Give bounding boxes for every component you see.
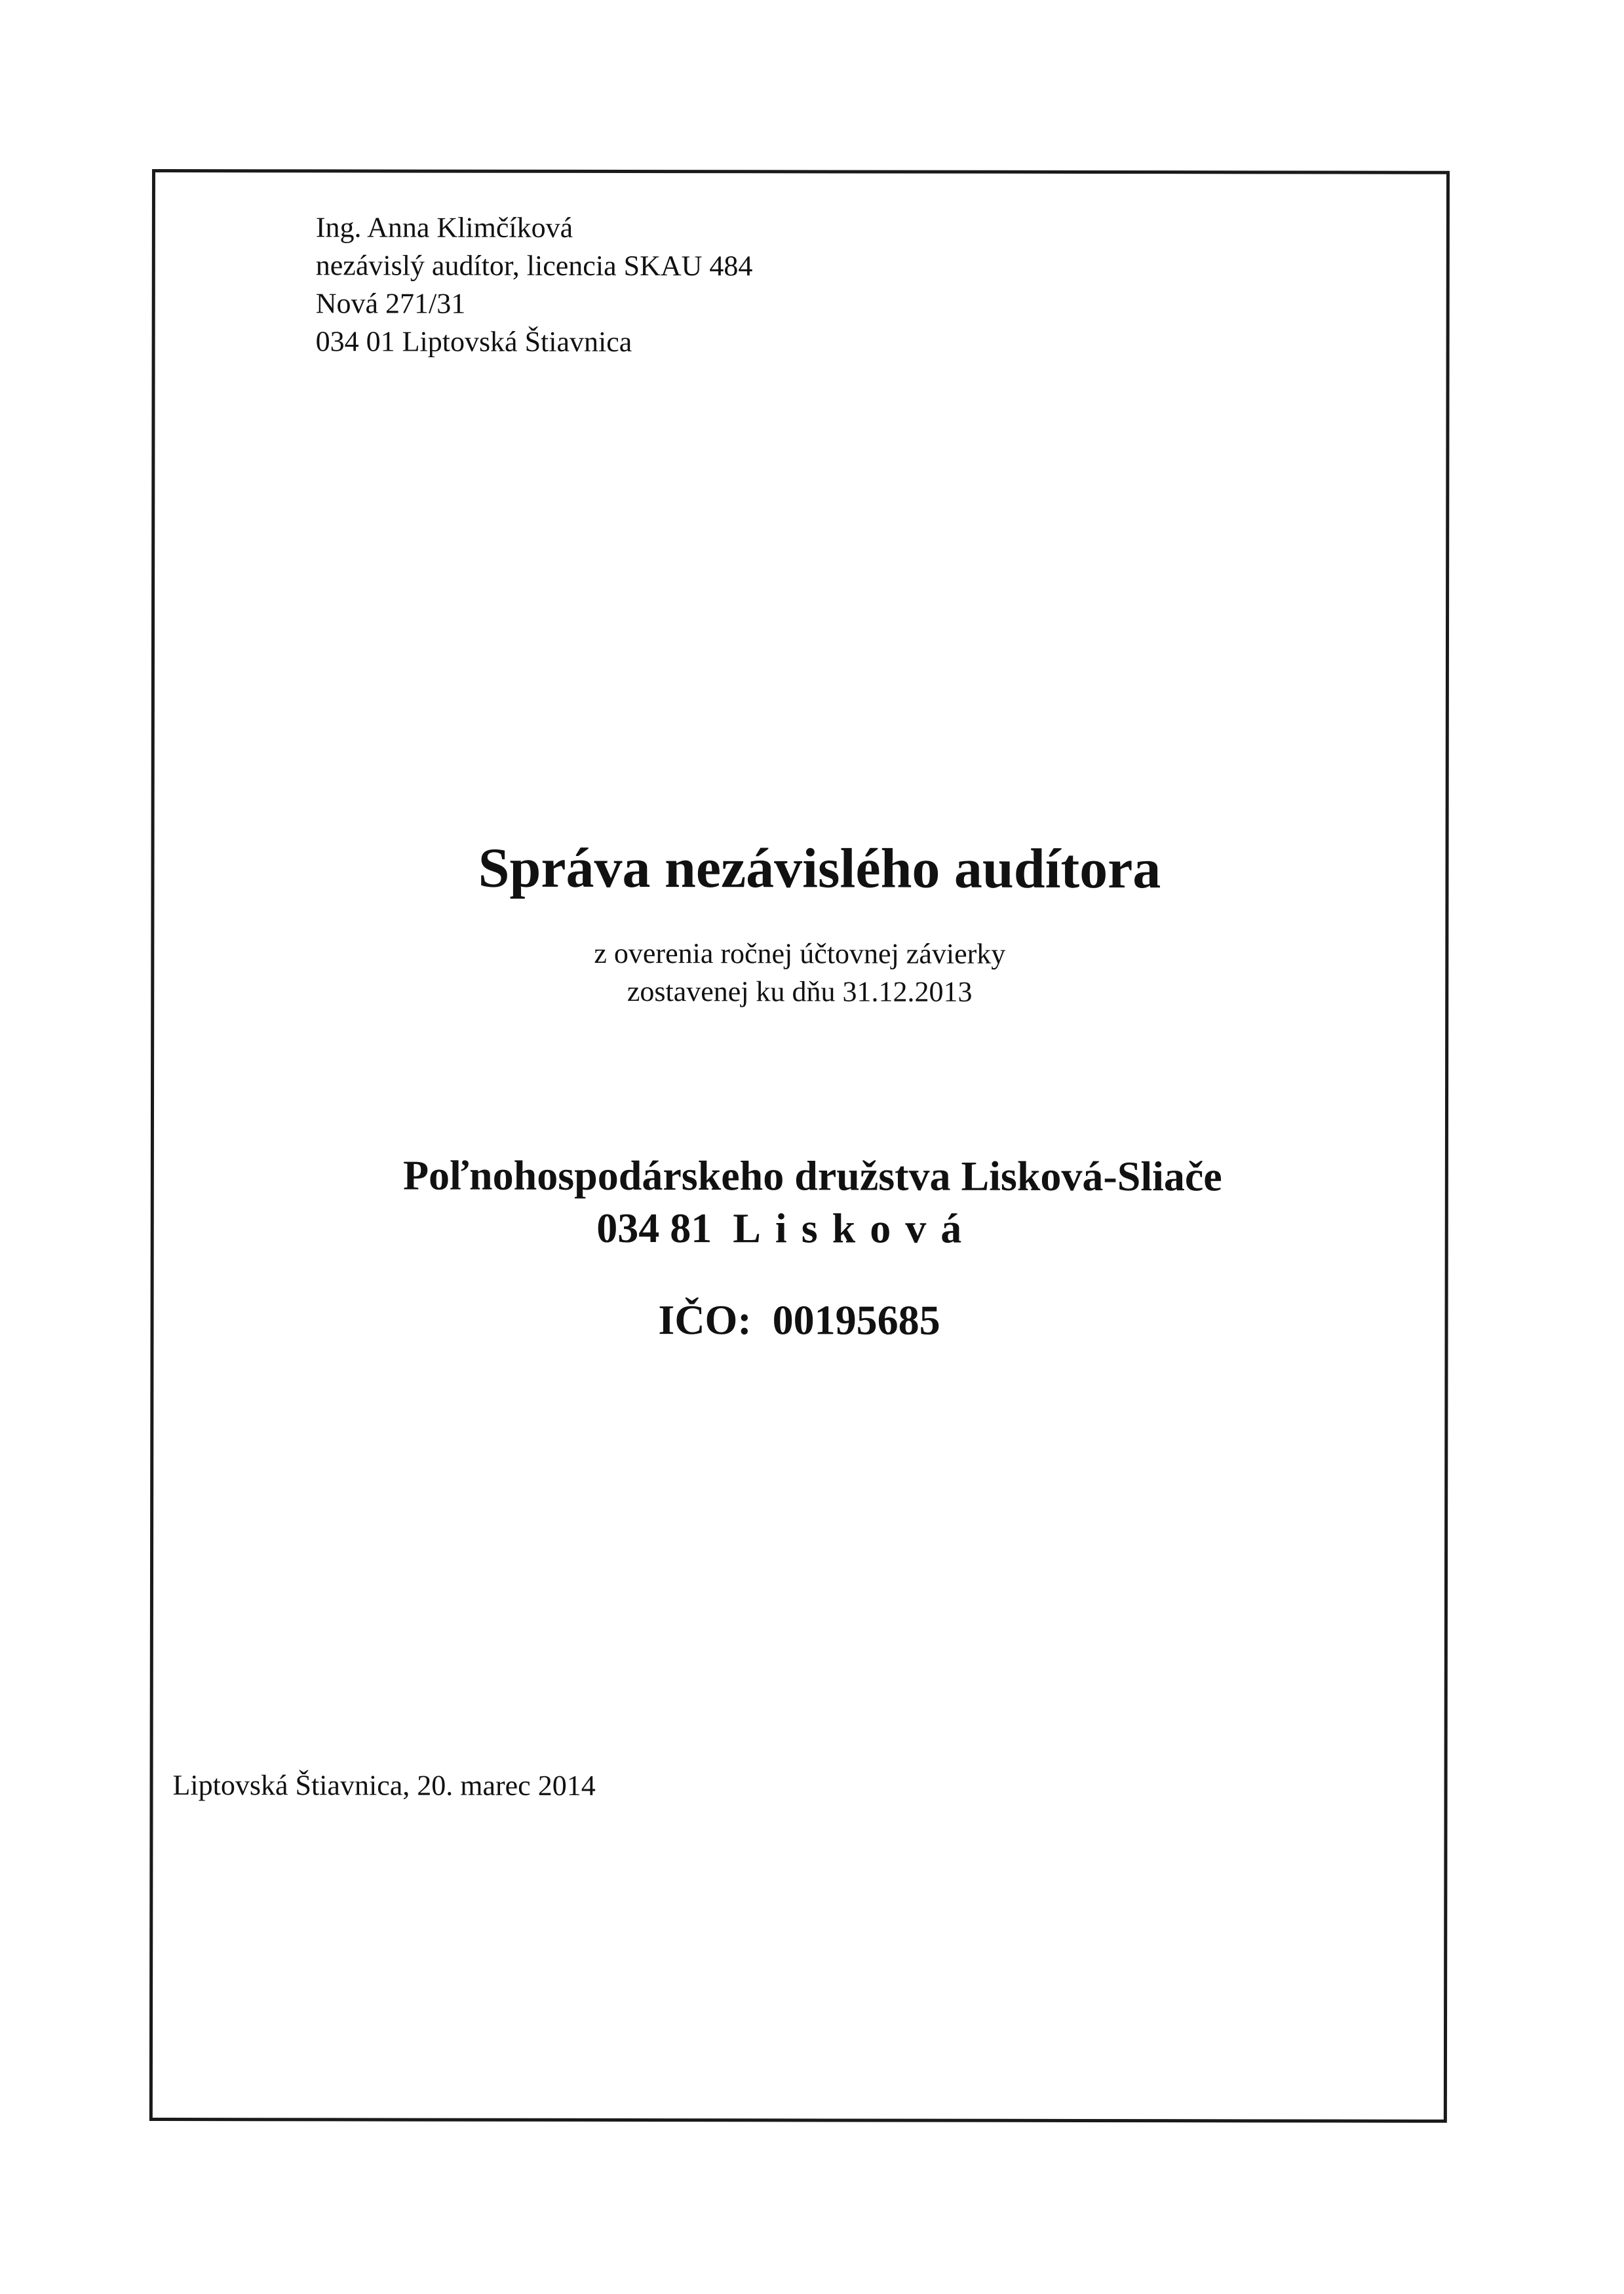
- author-city: 034 01 Liptovská Štiavnica: [315, 325, 632, 359]
- company-ico: [153, 1293, 1444, 1348]
- author-street: Nová 271/31: [315, 287, 466, 320]
- company-address: [128, 1201, 1445, 1256]
- author-license: nezávislý audítor, licencia SKAU 484: [315, 249, 753, 282]
- company-town: Lisková: [733, 1205, 976, 1252]
- title-section: [154, 834, 1445, 1012]
- author-name: Ing. Anna Klimčíková: [315, 211, 573, 244]
- company-postcode: 034 81: [596, 1204, 712, 1252]
- company-section: [153, 1149, 1444, 1348]
- author-header: [316, 208, 753, 361]
- ico-value: 00195685: [772, 1296, 940, 1344]
- report-subtitle: [154, 934, 1445, 1012]
- ico-label: IČO:: [658, 1296, 752, 1344]
- company-name: Poľnohospodárskeho družstva Lisková-Sliače: [402, 1152, 1222, 1200]
- report-title: Správa nezávislého audítora: [478, 836, 1161, 901]
- subtitle-line-2: zostavenej ku dňu 31.12.2013: [627, 975, 973, 1008]
- place-and-date: Liptovská Štiavnica, 20. marec 2014: [172, 1769, 596, 1802]
- subtitle-line-1: z overenia ročnej účtovnej závierky: [594, 937, 1006, 970]
- document-border: [149, 169, 1450, 2123]
